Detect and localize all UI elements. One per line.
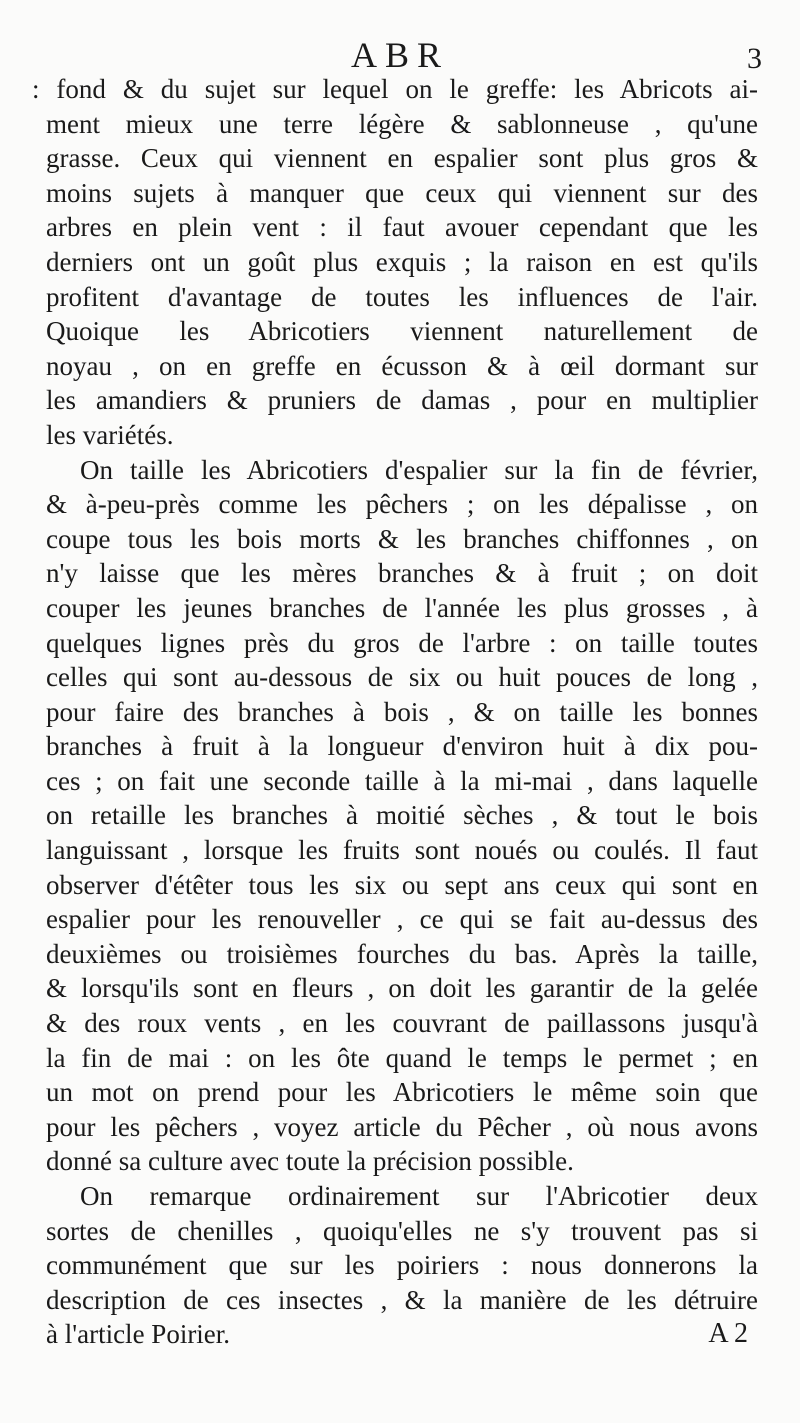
- text-line: couper les jeunes branches de l'année les plus grosses , à: [46, 592, 758, 623]
- text-line: la fin de mai : on les ôte quand le temps le permet ; en: [46, 1042, 758, 1073]
- paragraph-1: [32, 72, 758, 453]
- text-line: un mot on prend pour les Abricotiers le même soin que: [46, 1077, 758, 1108]
- text-line: celles qui sont au-dessous de six ou huit pouces de long ,: [46, 662, 758, 693]
- text-line: On remarque ordinairement sur l'Abricotier deux: [80, 1181, 758, 1211]
- text-line: & lorsqu'ils sont en fleurs , on doit les garantir de la gelée: [46, 973, 758, 1004]
- text-line: moins sujets à manquer que ceux qui viennent sur des: [46, 177, 758, 208]
- text-line: & des roux vents , en les couvrant de paillassons jusqu'à: [46, 1008, 758, 1039]
- text-line: noyau , on en greffe en écusson & à œil dormant sur: [46, 350, 758, 381]
- paragraph-2: [46, 453, 758, 1179]
- text-line: quelques lignes près du gros de l'arbre : on taille toutes: [46, 627, 758, 658]
- page-number: 3: [747, 42, 762, 75]
- text-line: espalier pour les renouveller , ce qui se fait au-dessus des: [46, 904, 758, 935]
- text-line: branches à fruit à la longueur d'environ huit à dix pou-: [46, 731, 758, 762]
- running-head-title: ABR: [350, 35, 450, 75]
- text-line: les variétés.: [46, 419, 174, 450]
- text-line: profitent d'avantage de toutes les influences de l'air.: [46, 281, 758, 312]
- text-line: Quoique les Abricotiers viennent naturellement de: [46, 316, 758, 347]
- text-line: n'y laisse que les mères branches & à fruit ; on doit: [46, 558, 758, 589]
- text-line: grasse. Ceux qui viennent en espalier sont plus gros &: [46, 143, 758, 174]
- text-line: deuxièmes ou troisièmes fourches du bas. Après la taille,: [46, 938, 758, 969]
- text-line: on retaille les branches à moitié sèches , & tout le bois: [46, 800, 758, 831]
- text-line: description de ces insectes , & la manière de les détruire: [46, 1284, 758, 1315]
- text-line: coupe tous les bois morts & les branches chiffonnes , on: [46, 523, 758, 554]
- text-line: sortes de chenilles , quoiqu'elles ne s'y trouvent pas si: [46, 1215, 758, 1246]
- text-line: languissant , lorsque les fruits sont noués ou coulés. Il faut: [46, 835, 758, 866]
- text-line: communément que sur les poiriers : nous donnerons la: [46, 1250, 758, 1281]
- signature-mark: A 2: [708, 1318, 748, 1349]
- text-line: à l'article Poirier.: [46, 1319, 231, 1350]
- text-line: pour faire des branches à bois , & on taille les bonnes: [46, 696, 758, 727]
- paragraph-3: [46, 1179, 758, 1352]
- text-line: donné sa culture avec toute la précision possible.: [46, 1146, 574, 1177]
- text-line: arbres en plein vent : il faut avouer cependant que les: [46, 212, 758, 243]
- text-line: ces ; on fait une seconde taille à la mi-mai , dans laquelle: [46, 765, 758, 796]
- text-line: : fond & du sujet sur lequel on le greffe: les Abricots ai-: [32, 74, 758, 104]
- text-line: ment mieux une terre légère & sablonneuse , qu'une: [46, 108, 758, 139]
- text-line: On taille les Abricotiers d'espalier sur la fin de février,: [80, 454, 758, 485]
- text-body: [32, 72, 758, 1352]
- text-line: & à-peu-près comme les pêchers ; on les dépalisse , on: [46, 489, 758, 520]
- text-line: observer d'étêter tous les six ou sept ans ceux qui sont en: [46, 869, 758, 900]
- text-line: pour les pêchers , voyez article du Pêcher , où nous avons: [46, 1111, 758, 1142]
- text-line: derniers ont un goût plus exquis ; la raison en est qu'ils: [46, 246, 758, 277]
- text-line: les amandiers & pruniers de damas , pour en multiplier: [46, 385, 758, 416]
